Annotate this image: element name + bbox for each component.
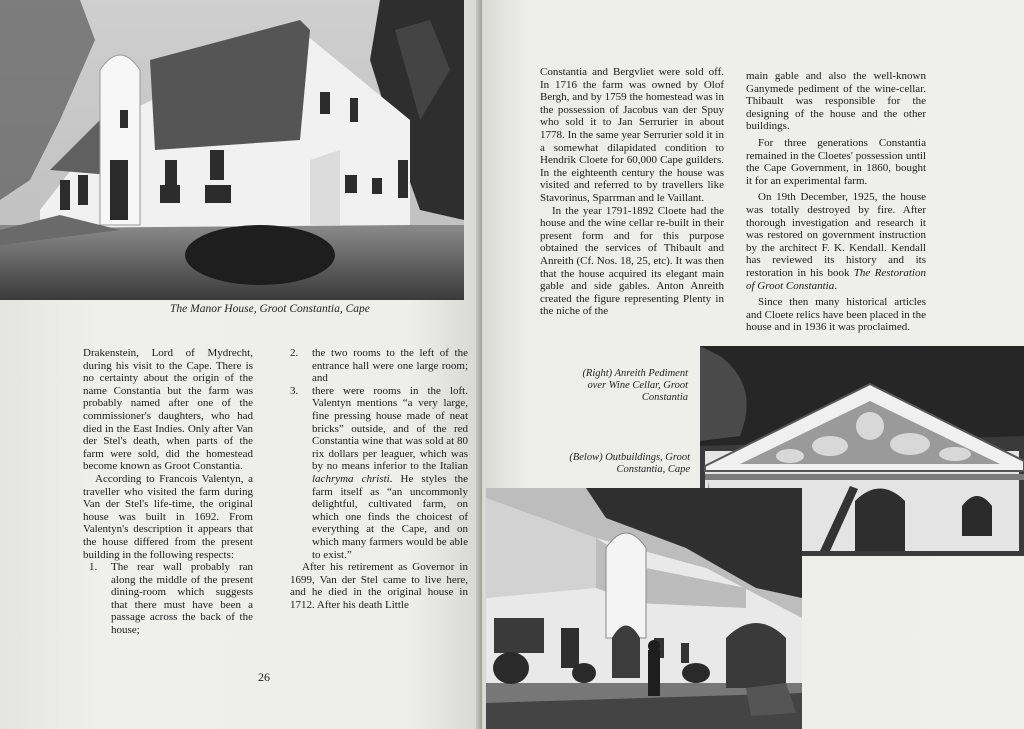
list-number: 3. [290, 384, 299, 397]
paragraph: On 19th December, 1925, the house was totally destroyed by fire. After thorough investigation and research it was restored on government instruction by the architect F. K. Kendall. Kendall has reviewed its history and its restoration in his book The Restoration of Groot Constantia. [746, 191, 926, 292]
page-number: 26 [258, 670, 270, 684]
list-item [89, 561, 253, 637]
list-text-part: . He styles the farm itself as “an uncommonly delightful, cultivated farm, on which one finds the choicest of everything at the Cape, and on which many farmers would be able to exist.” [312, 472, 468, 561]
right-column-1 [540, 66, 724, 318]
pediment-caption: (Right) Anreith Pediment over Wine Cellar, Groot Constantia [582, 368, 688, 403]
list-text-part: there were rooms in the loft. Valentyn mentions “a very large, fine pressing house made of neat bricks” outside, and of the red Constantia wine that was sold at 80 rix dollars per leaguer, which was by no means inferior to the Italian [312, 384, 468, 473]
manor-house-caption: The Manor House, Groot Constantia, Cape [170, 303, 370, 315]
paragraph: In the year 1791-1892 Cloete had the house and the wine cellar re-built in their present form and for this purpose obtained the services of Thibault and Anreith (Cf. Nos. 18, 25, etc). It was then that the house acquired its elegant main gable and side gables. Anton Anreith created the figure representing Plenty in the niche of the [540, 204, 724, 318]
manor-house-photo [0, 0, 464, 300]
outbuildings-caption: (Below) Outbuildings, Groot Constantia, Cape [569, 452, 690, 475]
outbuildings-photo [486, 488, 802, 729]
list-number: 1. [89, 561, 98, 574]
paragraph: Drakenstein, Lord of Mydrecht, during his visit to the Cape. There is no certainty about the origin of the name Constantia but the farm was probably named after one of the commissioner's daughters, who had died in the East Indies. Only after Van der Stel's death, when parts of the farm were sold, did the homestead become known as Groot Constantia. [83, 347, 253, 473]
left-page [0, 0, 480, 729]
list-item [290, 385, 468, 561]
paragraph: main gable and also the well-known Ganymede pediment of the wine-cellar. Thibault was responsible for the designing of the house and the other buildings. [746, 70, 926, 133]
paragraph: For three generations Constantia remained in the Cloetes' possession until the Cape Government, in 1860, bought it for an experimental farm. [746, 136, 926, 187]
left-column-2 [290, 347, 468, 611]
right-page [482, 0, 1024, 729]
paragraph: Constantia and Bergvliet were sold off. In 1716 the farm was owned by Olof Bergh, and by 1759 the homestead was in the possession of Jacobus van der Spuy who sold it to Jan Serrurier in about 1778. In the same year Serrurier sold it in a somewhat dilapidated condition to Hendrik Cloete for 60,000 Cape guilders. In the eighteenth century the house was visited and referred to by travellers like Stavorinus, Sparrman and le Vaillant. [540, 66, 724, 204]
paragraph: After his retirement as Governor in 1699, Van der Stel came to live here, and he died in the original house in 1712. After his death Little [290, 561, 468, 611]
italic-wine-name: lachryma christi [312, 472, 390, 485]
book-title: The Restoration of Groot Constantia [746, 266, 926, 292]
list-text: The rear wall probably ran along the middle of the present dining-room which suggests that there must have been a passage across the back of the house; [111, 561, 253, 637]
list-number: 2. [290, 347, 299, 359]
list-text [312, 385, 468, 561]
left-column-1 [83, 347, 253, 637]
list-text: the two rooms to the left of the entrance hall were one large room; and [312, 347, 468, 385]
paragraph: Since then many historical articles and Cloete relics have been placed in the house and in 1936 it was proclaimed. [746, 296, 926, 334]
paragraph-text: On 19th December, 1925, the house was totally destroyed by fire. After thorough investigation and research it was restored on government instruction by the architect F. K. Kendall. Kendall has reviewed its history and its restoration in his book [746, 191, 926, 279]
paragraph: According to Francois Valentyn, a traveller who visited the farm during Van der Stel's life-time, the original house was built in 1692. From Valentyn's description it appears that the house differed from the present building in the following respects: [83, 472, 253, 561]
right-column-2 [746, 70, 926, 334]
list-item [290, 347, 468, 385]
